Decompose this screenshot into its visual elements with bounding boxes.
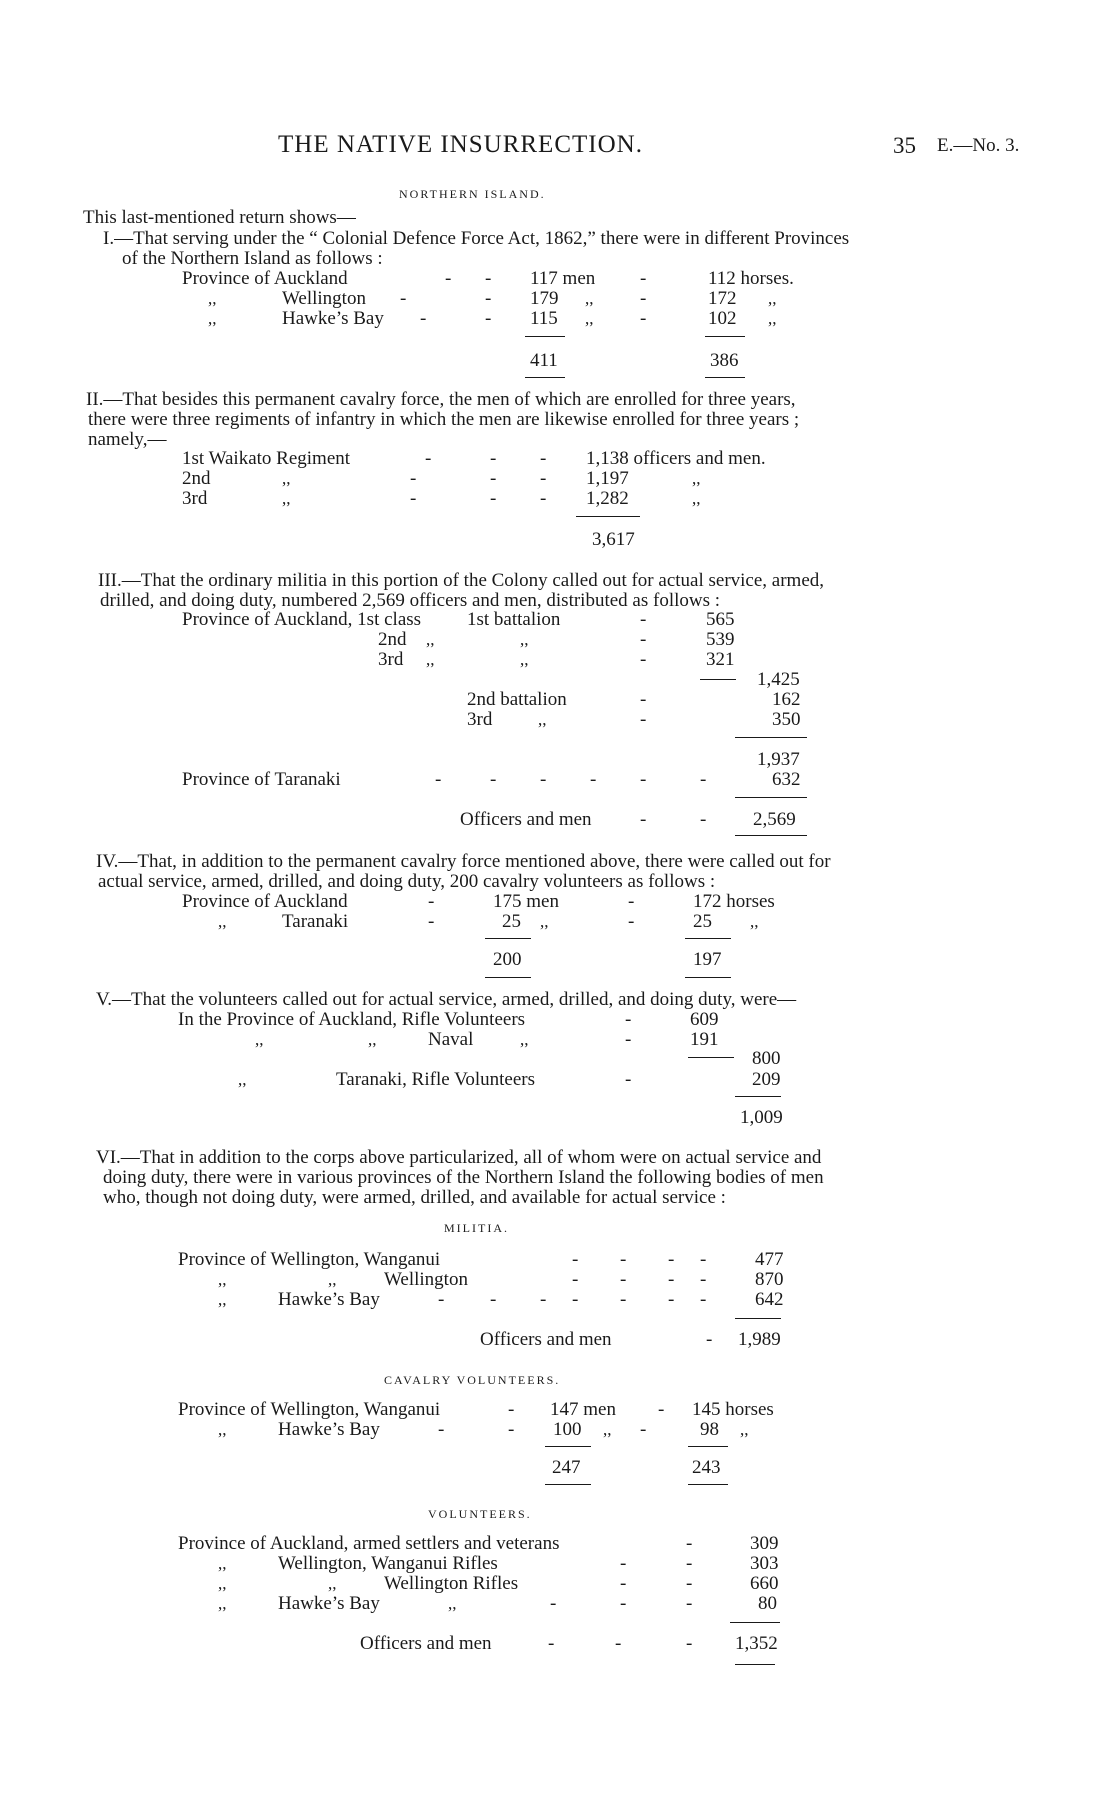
dash: - (700, 1269, 707, 1290)
part1-row-label: Province of Auckland (182, 268, 348, 289)
ditto-mark: ,, (538, 710, 547, 729)
militia-row-value: 870 (755, 1269, 784, 1290)
cavalry-row-horses: 98 (700, 1419, 719, 1440)
dash: - (485, 308, 492, 329)
rule (685, 938, 731, 939)
dash: - (668, 1249, 675, 1270)
volunteers-row-label: Wellington Rifles (384, 1573, 519, 1594)
dash: - (640, 268, 647, 289)
part5-row-value: 209 (752, 1069, 781, 1090)
rule (485, 938, 531, 939)
dash: - (625, 1029, 632, 1050)
rule (700, 679, 736, 680)
part2-row-value: 1,282 (586, 488, 629, 509)
part5-row-label: Taranaki, Rifle Volunteers (336, 1069, 535, 1090)
part2-line3: namely,— (88, 429, 167, 450)
dash: - (686, 1553, 693, 1574)
dash: - (410, 468, 417, 489)
part3-battalion: 2nd battalion (467, 689, 567, 710)
cavalry-row-horses: 145 horses (692, 1399, 774, 1420)
dash: - (425, 448, 432, 469)
part4-row-label: Province of Auckland (182, 891, 348, 912)
ditto-mark: ,, (218, 1290, 227, 1309)
ditto-mark: ,, (282, 489, 291, 508)
ditto-mark: ,, (255, 1030, 264, 1049)
dash: - (668, 1289, 675, 1310)
dash: - (640, 629, 647, 650)
ditto-mark: ,, (328, 1270, 337, 1289)
dash: - (686, 1533, 693, 1554)
ditto-mark: ,, (218, 1420, 227, 1439)
dash: - (508, 1399, 515, 1420)
part3-subtotal: 1,425 (757, 669, 800, 690)
part1-total-horses: 386 (710, 350, 739, 371)
part3-row-value: 162 (772, 689, 801, 710)
dash: - (640, 1419, 647, 1440)
dash: - (700, 769, 707, 790)
part3-row-value: 539 (706, 629, 735, 650)
dash: - (490, 468, 497, 489)
part2-line1: II.—That besides this permanent cavalry force, the men of which are enrolled for three years, (86, 389, 796, 410)
volunteers-heading: VOLUNTEERS. (428, 1507, 532, 1521)
dash: - (438, 1289, 445, 1310)
part5-row-value: 609 (690, 1009, 719, 1030)
intro-text: This last-mentioned return shows— (83, 207, 356, 228)
dash: - (540, 1289, 547, 1310)
part2-row-label: 2nd (182, 468, 211, 489)
ditto-mark: ,, (768, 289, 777, 308)
part6-line1: VI.—That in addition to the corps above particularized, all of whom were on actual service and (96, 1147, 822, 1168)
dash: - (490, 769, 497, 790)
ditto-mark: ,, (520, 650, 529, 669)
part4-row-men: 25 (502, 911, 521, 932)
dash: - (548, 1633, 555, 1654)
part3-row-label: Province of Auckland, 1st class (182, 609, 422, 630)
part3-officers-total: 2,569 (753, 809, 796, 830)
militia-row-label: Province of Wellington, Wanganui (178, 1249, 441, 1270)
ditto-mark: ,, (218, 1594, 227, 1613)
dash: - (620, 1573, 627, 1594)
dash: - (540, 769, 547, 790)
militia-total: 1,989 (738, 1329, 781, 1350)
part4-row-horses: 172 horses (693, 891, 775, 912)
ditto-mark: ,, (603, 1420, 612, 1439)
dash: - (410, 488, 417, 509)
part3-line1: III.—That the ordinary militia in this portion of the Colony called out for actual service, armed, (98, 570, 825, 591)
part3-row-value: 350 (772, 709, 801, 730)
dash: - (485, 268, 492, 289)
part2-row-value: 1,138 officers and men. (586, 448, 766, 469)
dash: - (700, 809, 707, 830)
part1-row-label: Hawke’s Bay (282, 308, 384, 329)
dash: - (620, 1249, 627, 1270)
dash: - (640, 649, 647, 670)
part3-auckland-total: 1,937 (757, 749, 800, 770)
part1-total-men: 411 (530, 350, 558, 371)
part3-battalion: 1st battalion (467, 609, 561, 630)
rule (545, 1446, 591, 1447)
dash: - (640, 809, 647, 830)
part4-row-label: Taranaki (282, 911, 349, 932)
dash: - (640, 769, 647, 790)
cavalry-heading: CAVALRY VOLUNTEERS. (384, 1373, 561, 1387)
rule (735, 835, 807, 836)
rule (735, 797, 807, 798)
dash: - (540, 488, 547, 509)
cavalry-row-men: 147 men (550, 1399, 616, 1420)
militia-row-value: 477 (755, 1249, 784, 1270)
cavalry-total-horses: 243 (692, 1457, 721, 1478)
part4-total-horses: 197 (693, 949, 722, 970)
dash: - (428, 911, 435, 932)
rule (705, 377, 745, 378)
dash: - (625, 1009, 632, 1030)
ditto-mark: ,, (218, 1270, 227, 1289)
dash: - (540, 448, 547, 469)
ditto-mark: ,, (768, 309, 777, 328)
ditto-mark: ,, (218, 912, 227, 931)
dash: - (572, 1269, 579, 1290)
dash: - (590, 769, 597, 790)
cavalry-row-label: Hawke’s Bay (278, 1419, 380, 1440)
dash: - (640, 609, 647, 630)
dash: - (490, 448, 497, 469)
dash: - (428, 891, 435, 912)
part1-row-horses: 172 (708, 288, 737, 309)
part2-row-label: 3rd (182, 488, 208, 509)
ditto-mark: ,, (238, 1070, 247, 1089)
part5-row-label: Naval (428, 1029, 474, 1050)
paper-reference: E.—No. 3. (937, 135, 1020, 156)
volunteers-total-label: Officers and men (360, 1633, 492, 1654)
militia-row-label: Hawke’s Bay (278, 1289, 380, 1310)
dash: - (508, 1419, 515, 1440)
rule (545, 1484, 591, 1485)
part3-row-label: 2nd (378, 629, 407, 650)
part1-line1: I.—That serving under the “ Colonial Defence Force Act, 1862,” there were in different Provinces (103, 228, 850, 249)
rule (705, 336, 745, 337)
part3-row-value: 565 (706, 609, 735, 630)
dash: - (572, 1249, 579, 1270)
rule (688, 1057, 734, 1058)
part2-line2: there were three regiments of infantry in which the men are likewise enrolled for three years ; (88, 409, 800, 430)
section-title: NORTHERN ISLAND. (399, 187, 546, 201)
ditto-mark: ,, (208, 309, 217, 328)
part6-line2: doing duty, there were in various provinces of the Northern Island the following bodies of men (103, 1167, 824, 1188)
page-title: THE NATIVE INSURRECTION. (278, 131, 643, 158)
dash: - (615, 1633, 622, 1654)
cavalry-total-men: 247 (552, 1457, 581, 1478)
dash: - (640, 288, 647, 309)
volunteers-row-value: 660 (750, 1573, 779, 1594)
rule (735, 1318, 781, 1319)
volunteers-row-label: Province of Auckland, armed settlers and veterans (178, 1533, 560, 1554)
ditto-mark: ,, (540, 912, 549, 931)
rule (730, 1622, 780, 1623)
dash: - (686, 1573, 693, 1594)
dash: - (445, 268, 452, 289)
rule (735, 1096, 781, 1097)
ditto-mark: ,, (692, 489, 701, 508)
ditto-mark: ,, (426, 650, 435, 669)
ditto-mark: ,, (740, 1420, 749, 1439)
rule (688, 1446, 728, 1447)
part3-battalion: 3rd (467, 709, 493, 730)
volunteers-row-value: 309 (750, 1533, 779, 1554)
ditto-mark: ,, (692, 469, 701, 488)
ditto-mark: ,, (218, 1554, 227, 1573)
dash: - (628, 911, 635, 932)
part3-row-value: 321 (706, 649, 735, 670)
rule (525, 377, 565, 378)
dash: - (438, 1419, 445, 1440)
part3-taranaki-label: Province of Taranaki (182, 769, 341, 790)
dash: - (700, 1289, 707, 1310)
part1-line2: of the Northern Island as follows : (122, 248, 383, 269)
part4-row-horses: 25 (693, 911, 712, 932)
part5-row-value: 191 (690, 1029, 719, 1050)
part5-total: 1,009 (740, 1107, 783, 1128)
ditto-mark: ,, (520, 630, 529, 649)
dash: - (400, 288, 407, 309)
ditto-mark: ,, (448, 1594, 457, 1613)
part3-row-label: 3rd (378, 649, 404, 670)
rule (685, 977, 731, 978)
ditto-mark: ,, (218, 1574, 227, 1593)
militia-heading: MILITIA. (444, 1221, 509, 1235)
dash: - (420, 308, 427, 329)
volunteers-row-label: Hawke’s Bay (278, 1593, 380, 1614)
rule (576, 516, 640, 517)
volunteers-row-value: 303 (750, 1553, 779, 1574)
volunteers-row-label: Wellington, Wanganui Rifles (278, 1553, 498, 1574)
dash: - (628, 891, 635, 912)
dash: - (572, 1289, 579, 1310)
dash: - (620, 1553, 627, 1574)
part2-row-value: 1,197 (586, 468, 629, 489)
part6-line3: who, though not doing duty, were armed, drilled, and available for actual service : (103, 1187, 726, 1208)
part3-officers-label: Officers and men (460, 809, 592, 830)
ditto-mark: ,, (208, 289, 217, 308)
part4-line1: IV.—That, in addition to the permanent cavalry force mentioned above, there were called out for (96, 851, 831, 872)
dash: - (490, 1289, 497, 1310)
dash: - (686, 1633, 693, 1654)
part5-row-label: In the Province of Auckland, Rifle Volunteers (178, 1009, 526, 1030)
dash: - (620, 1289, 627, 1310)
ditto-mark: ,, (368, 1030, 377, 1049)
part1-row-horses: 112 horses. (708, 268, 794, 289)
ditto-mark: ,, (520, 1030, 529, 1049)
dash: - (640, 689, 647, 710)
dash: - (620, 1269, 627, 1290)
ditto-mark: ,, (585, 309, 594, 328)
part2-row-label: 1st Waikato Regiment (182, 448, 351, 469)
part1-row-men: 117 men (530, 268, 596, 289)
ditto-mark: ,, (750, 912, 759, 931)
dash: - (640, 308, 647, 329)
militia-row-label: Wellington (384, 1269, 468, 1290)
part1-row-men: 179 (530, 288, 559, 309)
dash: - (435, 769, 442, 790)
cavalry-row-label: Province of Wellington, Wanganui (178, 1399, 441, 1420)
dash: - (625, 1069, 632, 1090)
cavalry-row-men: 100 (553, 1419, 582, 1440)
dash: - (686, 1593, 693, 1614)
dash: - (700, 1249, 707, 1270)
dash: - (550, 1593, 557, 1614)
ditto-mark: ,, (328, 1574, 337, 1593)
part1-row-men: 115 (530, 308, 558, 329)
volunteers-row-value: 80 (758, 1593, 777, 1614)
rule (735, 737, 807, 738)
part1-row-horses: 102 (708, 308, 737, 329)
dash: - (485, 288, 492, 309)
rule (525, 336, 565, 337)
part3-line2: drilled, and doing duty, numbered 2,569 officers and men, distributed as follows : (100, 590, 721, 611)
part1-row-label: Wellington (282, 288, 366, 309)
dash: - (668, 1269, 675, 1290)
rule (688, 1484, 728, 1485)
dash: - (706, 1329, 713, 1350)
rule (485, 977, 531, 978)
dash: - (620, 1593, 627, 1614)
ditto-mark: ,, (282, 469, 291, 488)
part5-line1: V.—That the volunteers called out for actual service, armed, drilled, and doing duty, were— (96, 989, 797, 1010)
ditto-mark: ,, (426, 630, 435, 649)
rule (735, 1664, 775, 1665)
part4-line2: actual service, armed, drilled, and doing duty, 200 cavalry volunteers as follows : (98, 871, 716, 892)
part5-subtotal: 800 (752, 1048, 781, 1069)
part4-total-men: 200 (493, 949, 522, 970)
dash: - (490, 488, 497, 509)
ditto-mark: ,, (585, 289, 594, 308)
militia-total-label: Officers and men (480, 1329, 612, 1350)
part2-total: 3,617 (592, 529, 635, 550)
dash: - (540, 468, 547, 489)
page-number: 35 (893, 133, 916, 158)
dash: - (658, 1399, 665, 1420)
militia-row-value: 642 (755, 1289, 784, 1310)
dash: - (640, 709, 647, 730)
part4-row-men: 175 men (493, 891, 559, 912)
volunteers-total: 1,352 (735, 1633, 778, 1654)
part3-taranaki-value: 632 (772, 769, 801, 790)
